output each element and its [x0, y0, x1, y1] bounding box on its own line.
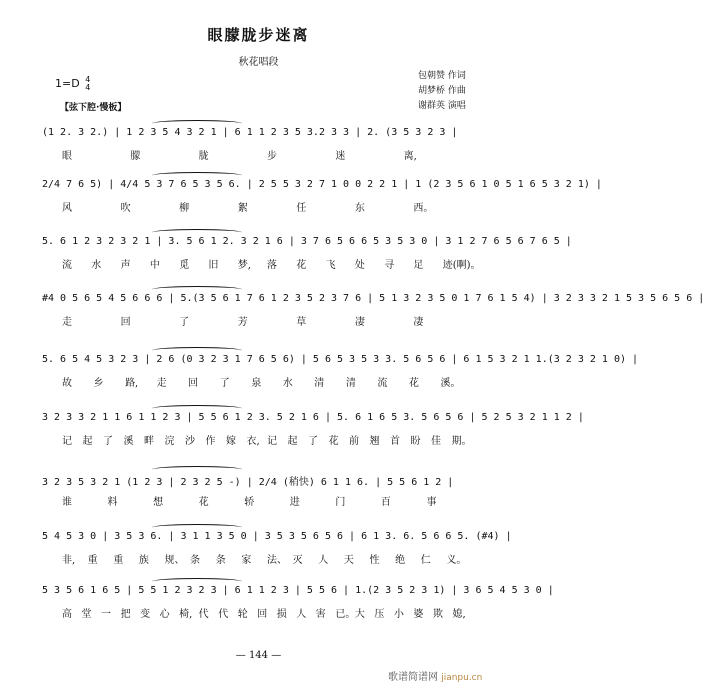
lyric-word: 灭 [292, 555, 303, 566]
lyric-word: 变 [140, 609, 151, 620]
lyric-word: 迷 [335, 151, 346, 162]
lyric-word: 花 [198, 497, 209, 508]
lyric-word: 记 [267, 436, 277, 447]
lyric-word: 飞 [325, 260, 336, 271]
lyric-word: 椅, [179, 609, 193, 620]
lyric-word: 梦, [237, 260, 251, 271]
lyric-word: 凄 [354, 317, 365, 328]
slur-mark [152, 524, 242, 531]
lyric-word: 绝 [395, 555, 406, 566]
lyric-word: 花 [296, 260, 307, 271]
lyric-word: 芳 [237, 317, 248, 328]
lyric-word: 花 [328, 436, 339, 447]
notation-line: 5 3 5 6 1 6 5 | 5 5 1 2 3 2 3 | 6 1 1 2 3 | 5 5 6 | 1.(2 3 5 2 3 1) | 3 6 5 4 5 3 0 | [42, 585, 554, 596]
lyric-word: 人 [296, 609, 307, 620]
lyric-word: 溪。 [440, 378, 461, 389]
slur-mark [152, 120, 242, 127]
lyric-word: 清 [345, 378, 356, 389]
lyric-word: 回 [188, 378, 199, 389]
page-title: 眼朦胧步迷离 [207, 26, 310, 44]
lyric-word: 百 [380, 497, 391, 508]
credit-singer: 谢群英 演唱 [418, 101, 466, 111]
notation-line: #4 0 5 6 5 4 5 6 6 6 | 5.(3 5 6 1 7 6 1 2 3 5 2 3 7 6 | 5 1 3 2 3 5 0 1 7 6 1 5 4) | 3 2 3 3 2 1 5 3 5 6 5 6 | [42, 293, 704, 304]
key-text: 1=D [55, 77, 80, 90]
lyric-word: 离, [403, 151, 417, 162]
lyric-word: 花 [408, 378, 419, 389]
lyric-word: 足 [413, 260, 424, 271]
lyric-word: 堂 [81, 609, 92, 620]
lyric-word: 处 [354, 260, 365, 271]
time-signature-numerator: 4 [85, 75, 91, 84]
lyric-word: 了 [179, 317, 190, 328]
lyric-word: 朦 [130, 151, 141, 162]
lyric-word: 婆 [413, 609, 424, 620]
lyric-word: 心 [159, 609, 170, 620]
lyric-word: 天 [343, 555, 354, 566]
slur-mark [152, 286, 242, 293]
notation-line: 2/4 7 6 5) | 4/4 5 3 7 6 5 3 5 6. | 2 5 5 3 2 7 1 0 0 2 2 1 | 1 (2 3 5 6 1 0 5 1 6 5 3 2 1) | [42, 179, 602, 190]
lyric-word: 想 [153, 497, 164, 508]
time-signature-denominator: 4 [85, 83, 91, 92]
lyric-word: 浣 [164, 436, 175, 447]
lyric-word: 声 [120, 260, 131, 271]
lyric-word: 非, [62, 555, 76, 566]
lyric-word: 畔 [144, 436, 154, 447]
lyric-word: 轮 [237, 609, 248, 620]
page-number: — 144 — [235, 650, 282, 661]
lyric-word: 重 [87, 555, 98, 566]
slur-mark [152, 347, 242, 354]
lyric-word: 条 [190, 555, 201, 566]
notation-line: 3 2 3 3 2 1 1 6 1 1 2 3 | 5 5 6 1 2 3. 5 2 1 6 | 5. 6 1 6 5 3. 5 6 5 6 | 5 2 5 3 2 1 1 2 | [42, 412, 584, 423]
slur-mark [152, 466, 242, 473]
lyric-word: 谁 [62, 497, 72, 508]
lyric-word: 眼 [62, 151, 72, 162]
credit-lyricist: 包朝赞 作词 [418, 71, 466, 81]
lyric-word: 门 [335, 497, 346, 508]
lyric-word: 沙 [185, 436, 195, 447]
notation-line: 5 4 5 3 0 | 3 5 3 6. | 3 1 1 3 5 0 | 3 5 3 5 6 5 6 | 6 1 3. 6. 5 6 6 5. (#4) | [42, 531, 512, 542]
lyric-word: 大 [354, 609, 365, 620]
lyric-word: 回 [257, 609, 268, 620]
lyric-word: 人 [318, 555, 329, 566]
lyric-word: 嫁 [226, 436, 236, 447]
notation-line: 5. 6 5 4 5 3 2 3 | 2 6 (0 3 2 3 1 7 6 5 6) | 5 6 5 3 5 3 3. 5 6 5 6 | 6 1 5 3 2 1 1.(3 2 3 2 1 0) | [42, 354, 639, 365]
lyric-word: 翘 [369, 436, 380, 447]
lyric-word: 作 [205, 436, 216, 447]
lyric-word: 压 [374, 609, 385, 620]
lyric-word: 小 [393, 609, 404, 620]
lyric-word: 故 [62, 378, 72, 389]
slur-mark [152, 229, 242, 236]
lyric-word: 步 [267, 151, 277, 162]
lyric-word: 柳 [179, 203, 190, 214]
lyric-word: 东 [354, 203, 365, 214]
lyric-word: 路, [125, 378, 139, 389]
lyric-word: 迹(啊)。 [442, 260, 481, 271]
lyric-word: 清 [314, 378, 325, 389]
lyric-word: 事 [426, 497, 437, 508]
lyric-word: 前 [349, 436, 359, 447]
lyric-word: 风 [62, 203, 72, 214]
lyric-word: 起 [287, 436, 298, 447]
lyric-word: 损 [276, 609, 287, 620]
slur-mark [152, 172, 242, 179]
lyric-word: 性 [369, 555, 380, 566]
lyric-word: 规、 [164, 555, 185, 566]
lyric-word: 西。 [413, 203, 434, 214]
lyric-word: 落 [267, 260, 277, 271]
tempo-marking: 【弦下腔·慢板】 [60, 103, 127, 113]
lyric-word: 条 [215, 555, 226, 566]
watermark-site: 歌谱简谱网 [388, 672, 438, 683]
lyric-word: 法、 [267, 555, 287, 566]
lyric-word: 流 [377, 378, 388, 389]
lyric-word: 觅 [179, 260, 190, 271]
lyric-word: 胧 [198, 151, 209, 162]
lyric-word: 回 [120, 317, 131, 328]
notation-line: 5. 6 1 2 3 2 3 2 1 | 3. 5 6 1 2. 3 2 1 6 | 3 7 6 5 6 6 5 3 5 3 0 | 3 1 2 7 6 5 6 7 6 5 | [42, 236, 572, 247]
lyric-word: 了 [103, 436, 113, 447]
lyric-word: 溪 [123, 436, 134, 447]
lyric-word: 仁 [420, 555, 431, 566]
page-subtitle: 秋花唱段 [238, 57, 279, 68]
lyric-word: 害 [315, 609, 326, 620]
lyric-word: 水 [282, 378, 293, 389]
lyric-word: 走 [62, 317, 72, 328]
lyric-word: 了 [308, 436, 318, 447]
key-signature [55, 76, 90, 92]
lyric-word: 把 [120, 609, 131, 620]
slur-mark [152, 405, 242, 412]
lyric-word: 水 [91, 260, 102, 271]
lyric-word: 料 [107, 497, 118, 508]
lyric-word: 代 [198, 609, 209, 620]
lyric-word: 期。 [451, 436, 472, 447]
lyric-word: 佳 [431, 436, 441, 447]
slur-mark [152, 578, 242, 585]
notation-line: 3 2 3 5 3 2 1 (1 2 3 | 2 3 2 5 -) | 2/4 (稍快) 6 1 1 6. | 5 5 6 1 2 | [42, 477, 454, 488]
lyric-word: 高 [62, 609, 72, 620]
lyric-word: 了 [219, 378, 230, 389]
lyric-word: 旧 [208, 260, 219, 271]
notation-line: (1 2. 3 2.) | 1 2 3 5 4 3 2 1 | 6 1 1 2 3 5 3.2 3 3 | 2. (3 5 3 2 3 | [42, 127, 458, 138]
lyric-word: 重 [113, 555, 124, 566]
lyric-word: 衣, [246, 436, 260, 447]
lyric-word: 已。 [335, 609, 356, 620]
lyric-word: 轿 [244, 497, 255, 508]
lyric-word: 中 [149, 260, 160, 271]
lyric-word: 乡 [93, 378, 104, 389]
watermark [388, 668, 482, 683]
lyric-word: 首 [390, 436, 400, 447]
lyric-word: 媳, [452, 609, 466, 620]
lyric-word: 记 [62, 436, 72, 447]
lyric-word: 进 [289, 497, 300, 508]
lyric-word: 欺 [432, 609, 443, 620]
lyric-word: 凄 [413, 317, 424, 328]
lyric-word: 家 [241, 555, 252, 566]
lyric-word: 一 [101, 609, 112, 620]
lyric-word: 任 [296, 203, 307, 214]
lyric-word: 吹 [120, 203, 131, 214]
lyric-word: 义。 [446, 555, 467, 566]
lyric-word: 草 [296, 317, 307, 328]
lyric-word: 絮 [237, 203, 248, 214]
watermark-url: jianpu.cn [441, 673, 483, 683]
lyric-word: 盼 [410, 436, 421, 447]
lyric-word: 寻 [384, 260, 395, 271]
lyric-word: 起 [82, 436, 93, 447]
lyric-word: 代 [218, 609, 229, 620]
lyric-word: 流 [62, 260, 72, 271]
time-signature [85, 76, 90, 92]
lyric-word: 走 [156, 378, 167, 389]
lyric-word: 族 [138, 555, 149, 566]
lyric-word: 泉 [251, 378, 262, 389]
credit-composer: 胡梦桥 作曲 [418, 86, 466, 96]
